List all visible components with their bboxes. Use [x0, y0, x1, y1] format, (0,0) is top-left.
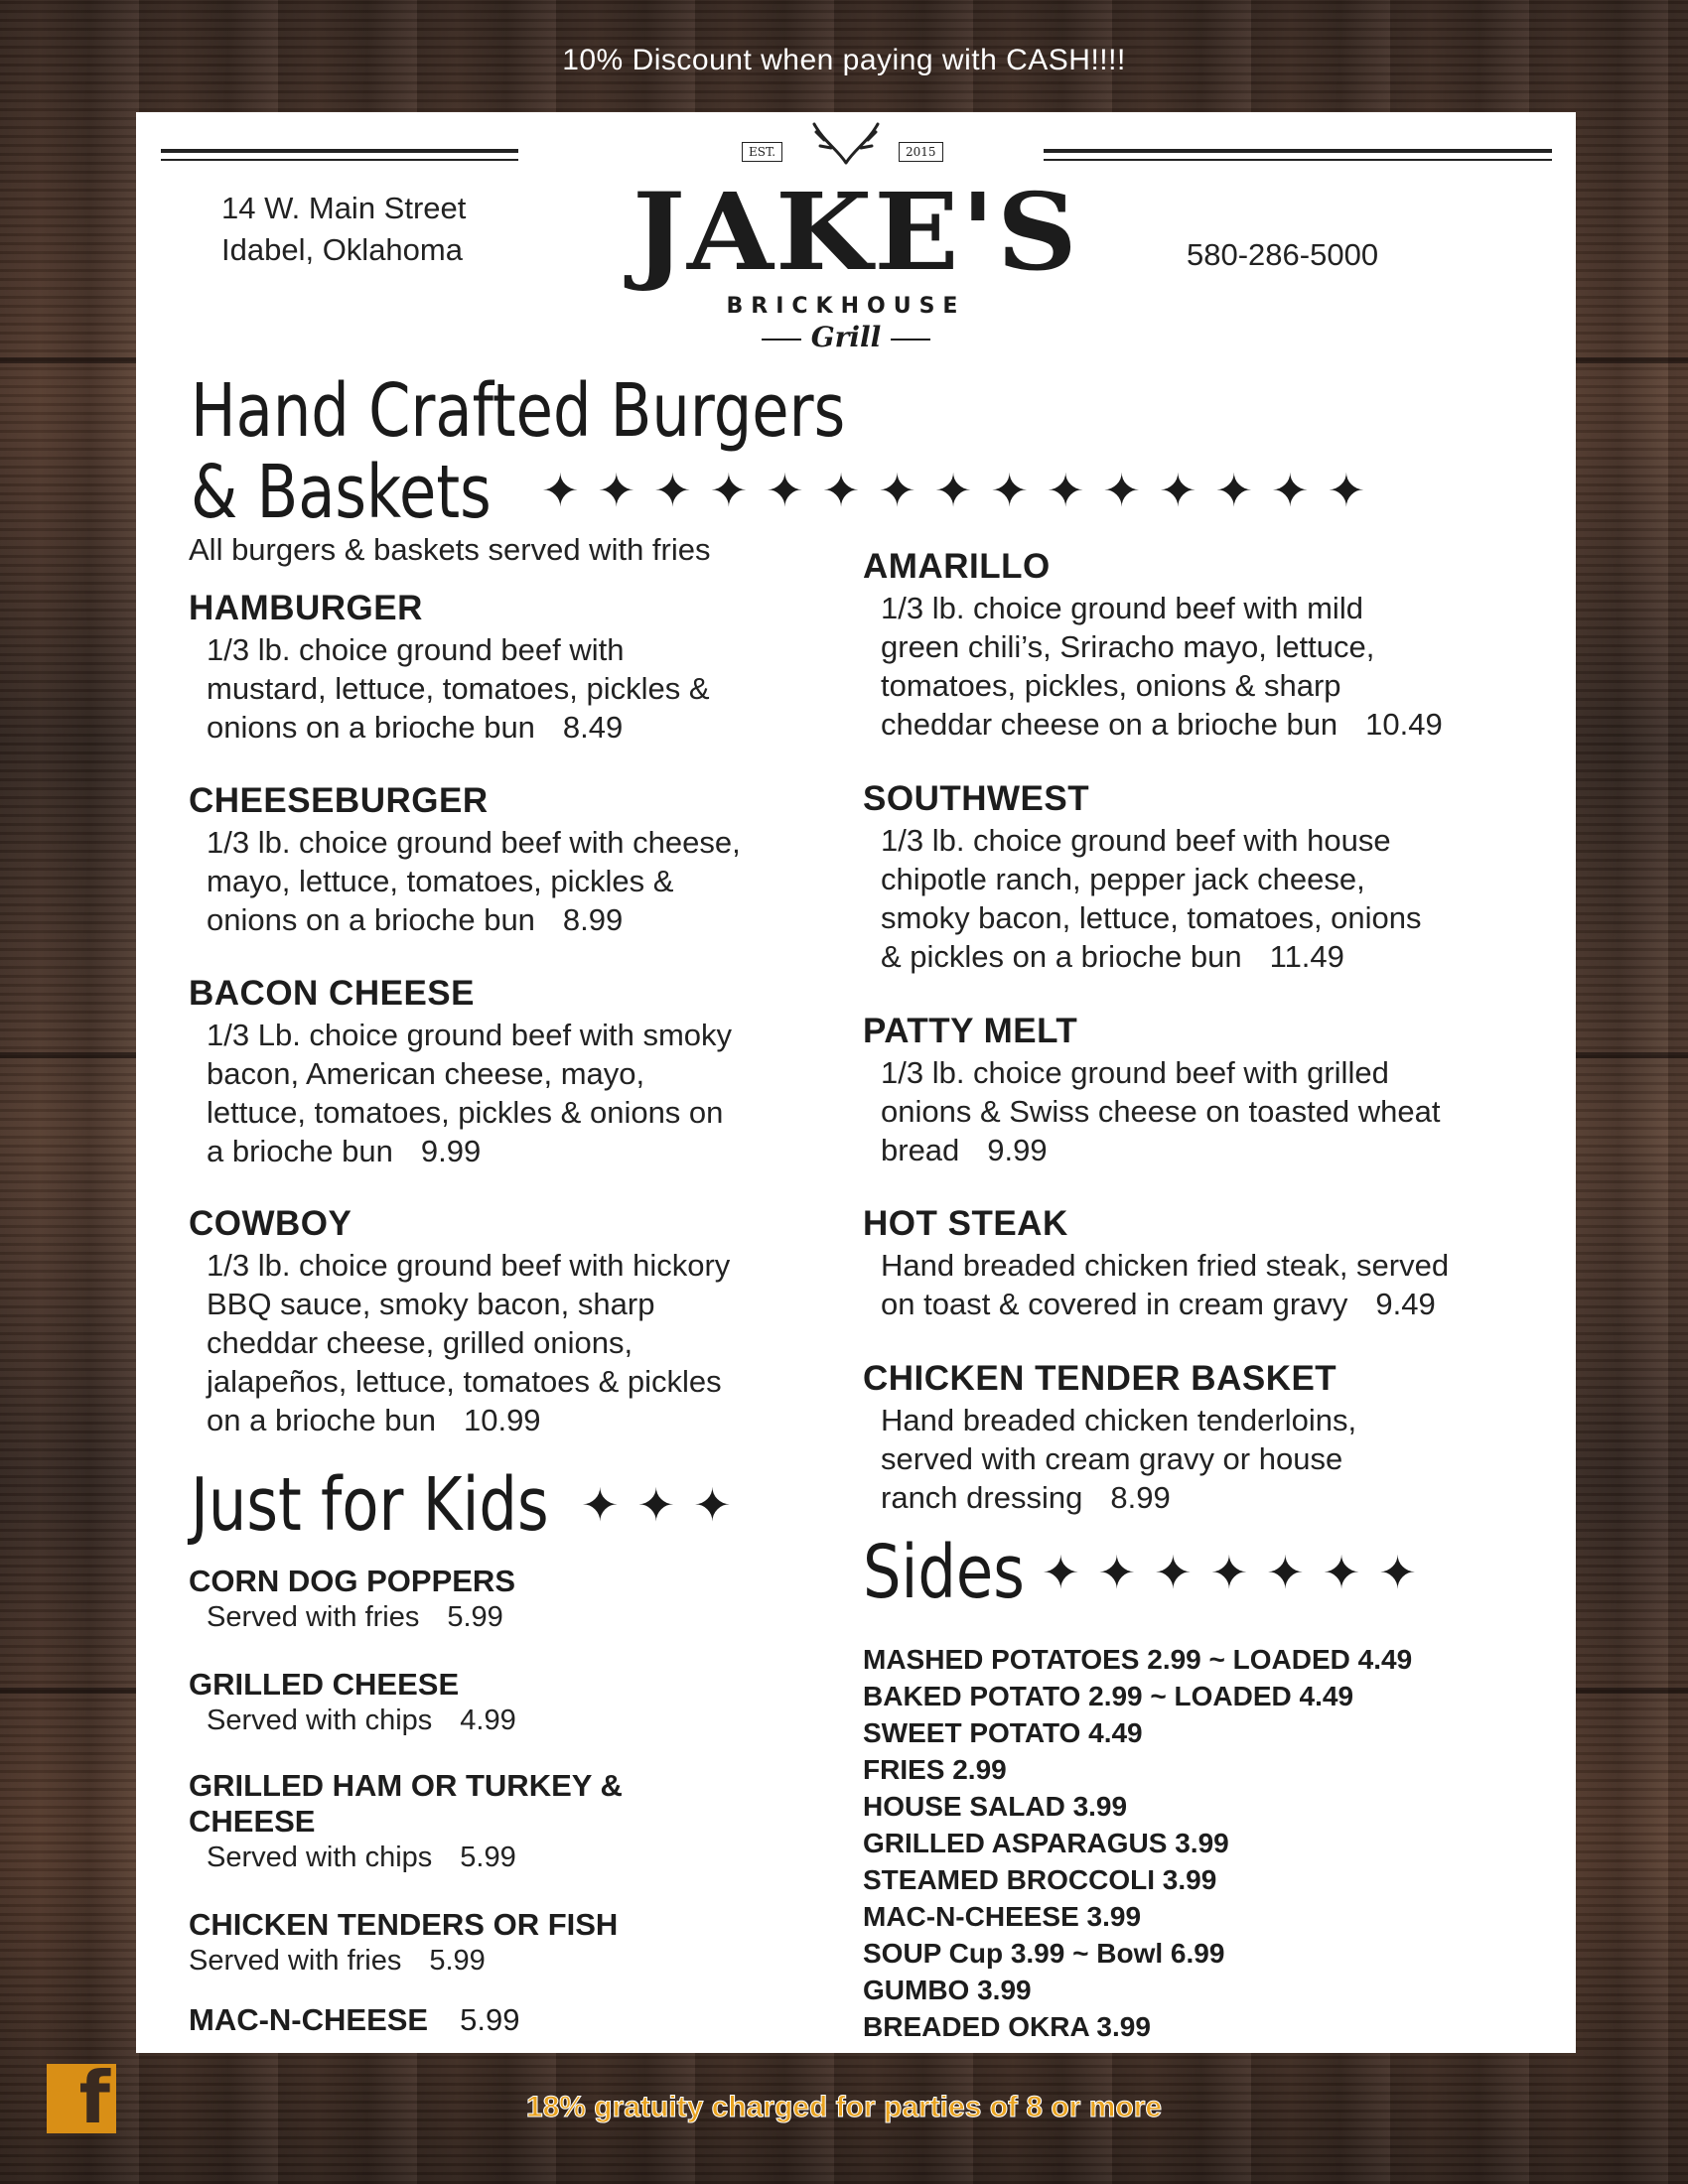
- menu-item: [863, 547, 1478, 744]
- menu-item-price: 8.99: [1110, 1480, 1171, 1515]
- side-item: BREADED OKRA 3.99: [863, 2011, 1151, 2042]
- menu-item-name: CHEESEBURGER: [189, 781, 489, 820]
- decorative-stars-icon: ✦✦✦✦✦✦✦✦✦✦✦✦✦✦✦: [541, 465, 1384, 516]
- decorative-stars-icon: ✦✦✦: [581, 1479, 750, 1531]
- menu-item: [189, 589, 804, 747]
- kids-item-name: CHICKEN TENDERS OR FISH: [189, 1907, 619, 1942]
- menu-item-price: 9.49: [1375, 1287, 1436, 1321]
- kids-item-name: CORN DOG POPPERS: [189, 1564, 515, 1598]
- menu-item-name: AMARILLO: [863, 547, 1051, 586]
- kids-item-desc: Served with fries 5.99: [189, 1945, 486, 1977]
- menu-item-desc: 1/3 lb. choice ground beef with grilled onions & Swiss cheese on toasted wheat bread 9.99: [881, 1055, 1441, 1167]
- facebook-glyph: f: [78, 2056, 110, 2139]
- antlers-icon: [796, 118, 896, 168]
- burgers-note: All burgers & baskets served with fries: [189, 532, 711, 567]
- menu-item-name: CHICKEN TENDER BASKET: [863, 1359, 1337, 1398]
- kids-item: [189, 1667, 784, 1738]
- kids-item-name: GRILLED CHEESE: [189, 1667, 460, 1702]
- burgers-title-line2: & Baskets: [191, 450, 492, 535]
- sides-list: [863, 1641, 1538, 2045]
- menu-item: [189, 974, 804, 1170]
- menu-item-name: PATTY MELT: [863, 1012, 1078, 1050]
- menu-item-desc: 1/3 lb. choice ground beef with hickory BBQ sauce, smoky bacon, sharp cheddar cheese, grilled onions, jalapeños, lettuce, tomatoes & pickles on a brioche bun 10.99: [207, 1248, 731, 1437]
- side-item: STEAMED BROCCOLI 3.99: [863, 1864, 1217, 1895]
- kids-item-desc: Served with fries 5.99: [207, 1601, 503, 1633]
- menu-item-price: 10.49: [1365, 707, 1443, 742]
- menu-item-desc: 1/3 lb. choice ground beef with house chipotle ranch, pepper jack cheese, smoky bacon, lettuce, tomatoes, onions & pickles on a brioche bun 11.49: [881, 823, 1422, 974]
- logo-name: JAKE'S: [633, 171, 1079, 295]
- menu-item-price: 10.99: [463, 1403, 541, 1437]
- kids-item: [189, 2002, 784, 2038]
- menu-item-name: COWBOY: [189, 1204, 352, 1243]
- logo: [633, 112, 1079, 360]
- header-rule-left: [161, 149, 518, 161]
- kids-item: [189, 1768, 784, 1875]
- side-item: SOUP Cup 3.99 ~ Bowl 6.99: [863, 1938, 1225, 1969]
- menu-panel: [136, 112, 1576, 2053]
- menu-item-name: BACON CHEESE: [189, 974, 475, 1013]
- menu-item: [863, 1359, 1478, 1517]
- side-item: GRILLED ASPARAGUS 3.99: [863, 1828, 1229, 1858]
- cash-discount-banner: 10% Discount when paying with CASH!!!!: [562, 44, 1126, 76]
- menu-item-name: SOUTHWEST: [863, 779, 1090, 818]
- kids-item-name: MAC-N-CHEESE 5.99: [189, 2002, 520, 2037]
- menu-item-name: HAMBURGER: [189, 589, 423, 627]
- phone-number: 580-286-5000: [1187, 237, 1379, 272]
- logo-subtitle: BRICKHOUSE: [726, 294, 966, 319]
- side-item: BAKED POTATO 2.99 ~ LOADED 4.49: [863, 1681, 1354, 1711]
- logo-est: EST.: [742, 142, 782, 162]
- header-rule-right: [1044, 149, 1552, 161]
- menu-item: [863, 1204, 1478, 1323]
- address-city: Idabel, Oklahoma: [221, 232, 463, 267]
- menu-item-price: 9.99: [420, 1134, 482, 1168]
- menu-item: [189, 1204, 804, 1439]
- menu-item-price: 8.49: [562, 710, 624, 745]
- side-item: MAC-N-CHEESE 3.99: [863, 1901, 1142, 1932]
- menu-item: [863, 1012, 1478, 1169]
- kids-item-desc: Served with chips 4.99: [207, 1705, 516, 1736]
- menu-item-desc: 1/3 lb. choice ground beef with mild green chili’s, Sriracho mayo, lettuce, tomatoes, pickles, onions & sharp cheddar cheese on a brioche bun 10.49: [881, 591, 1443, 742]
- kids-item-desc: Served with chips 5.99: [207, 1842, 516, 1873]
- kids-item: [189, 1907, 784, 1979]
- sides-title: Sides: [863, 1530, 1025, 1615]
- menu-item-desc: Hand breaded chicken tenderloins, served with cream gravy or house ranch dressing 8.99: [881, 1403, 1357, 1515]
- side-item: GUMBO 3.99: [863, 1975, 1032, 2005]
- kids-item: [189, 1564, 784, 1635]
- kids-item-name: GRILLED HAM OR TURKEY &: [189, 1768, 623, 1803]
- menu-item-price: 11.49: [1269, 939, 1344, 974]
- menu-item-desc: Hand breaded chicken fried steak, served on toast & covered in cream gravy 9.49: [881, 1248, 1450, 1321]
- side-item: MASHED POTATOES 2.99 ~ LOADED 4.49: [863, 1644, 1413, 1675]
- side-item: FRIES 2.99: [863, 1754, 1007, 1785]
- menu-item-desc: 1/3 lb. choice ground beef with mustard, lettuce, tomatoes, pickles & onions on a brioche bun 8.49: [207, 632, 710, 745]
- menu-item-price: 9.99: [987, 1133, 1048, 1167]
- gratuity-notice: 18% gratuity charged for parties of 8 or more: [525, 2091, 1163, 2123]
- menu-item-desc: 1/3 Lb. choice ground beef with smoky bacon, American cheese, mayo, lettuce, tomatoes, pickles & onions on a brioche bun 9.99: [207, 1018, 733, 1168]
- menu-item: [189, 781, 804, 939]
- kids-title: Just for Kids: [191, 1462, 549, 1548]
- menu-item-desc: 1/3 lb. choice ground beef with cheese, mayo, lettuce, tomatoes, pickles & onions on a brioche bun 8.99: [207, 825, 741, 937]
- side-item: HOUSE SALAD 3.99: [863, 1791, 1128, 1822]
- address-street: 14 W. Main Street: [221, 191, 467, 225]
- kids-item-name-cont: CHEESE: [189, 1804, 316, 1839]
- side-item: SWEET POTATO 4.49: [863, 1717, 1143, 1748]
- address: [221, 188, 466, 271]
- decorative-stars-icon: ✦✦✦✦✦✦✦: [1042, 1547, 1435, 1598]
- menu-item: [863, 779, 1478, 976]
- burgers-title-line1: Hand Crafted Burgers: [191, 368, 846, 454]
- logo-year: 2015: [899, 142, 943, 162]
- menu-item-name: HOT STEAK: [863, 1204, 1068, 1243]
- logo-grill: Grill: [633, 321, 1059, 353]
- menu-item-price: 8.99: [562, 902, 624, 937]
